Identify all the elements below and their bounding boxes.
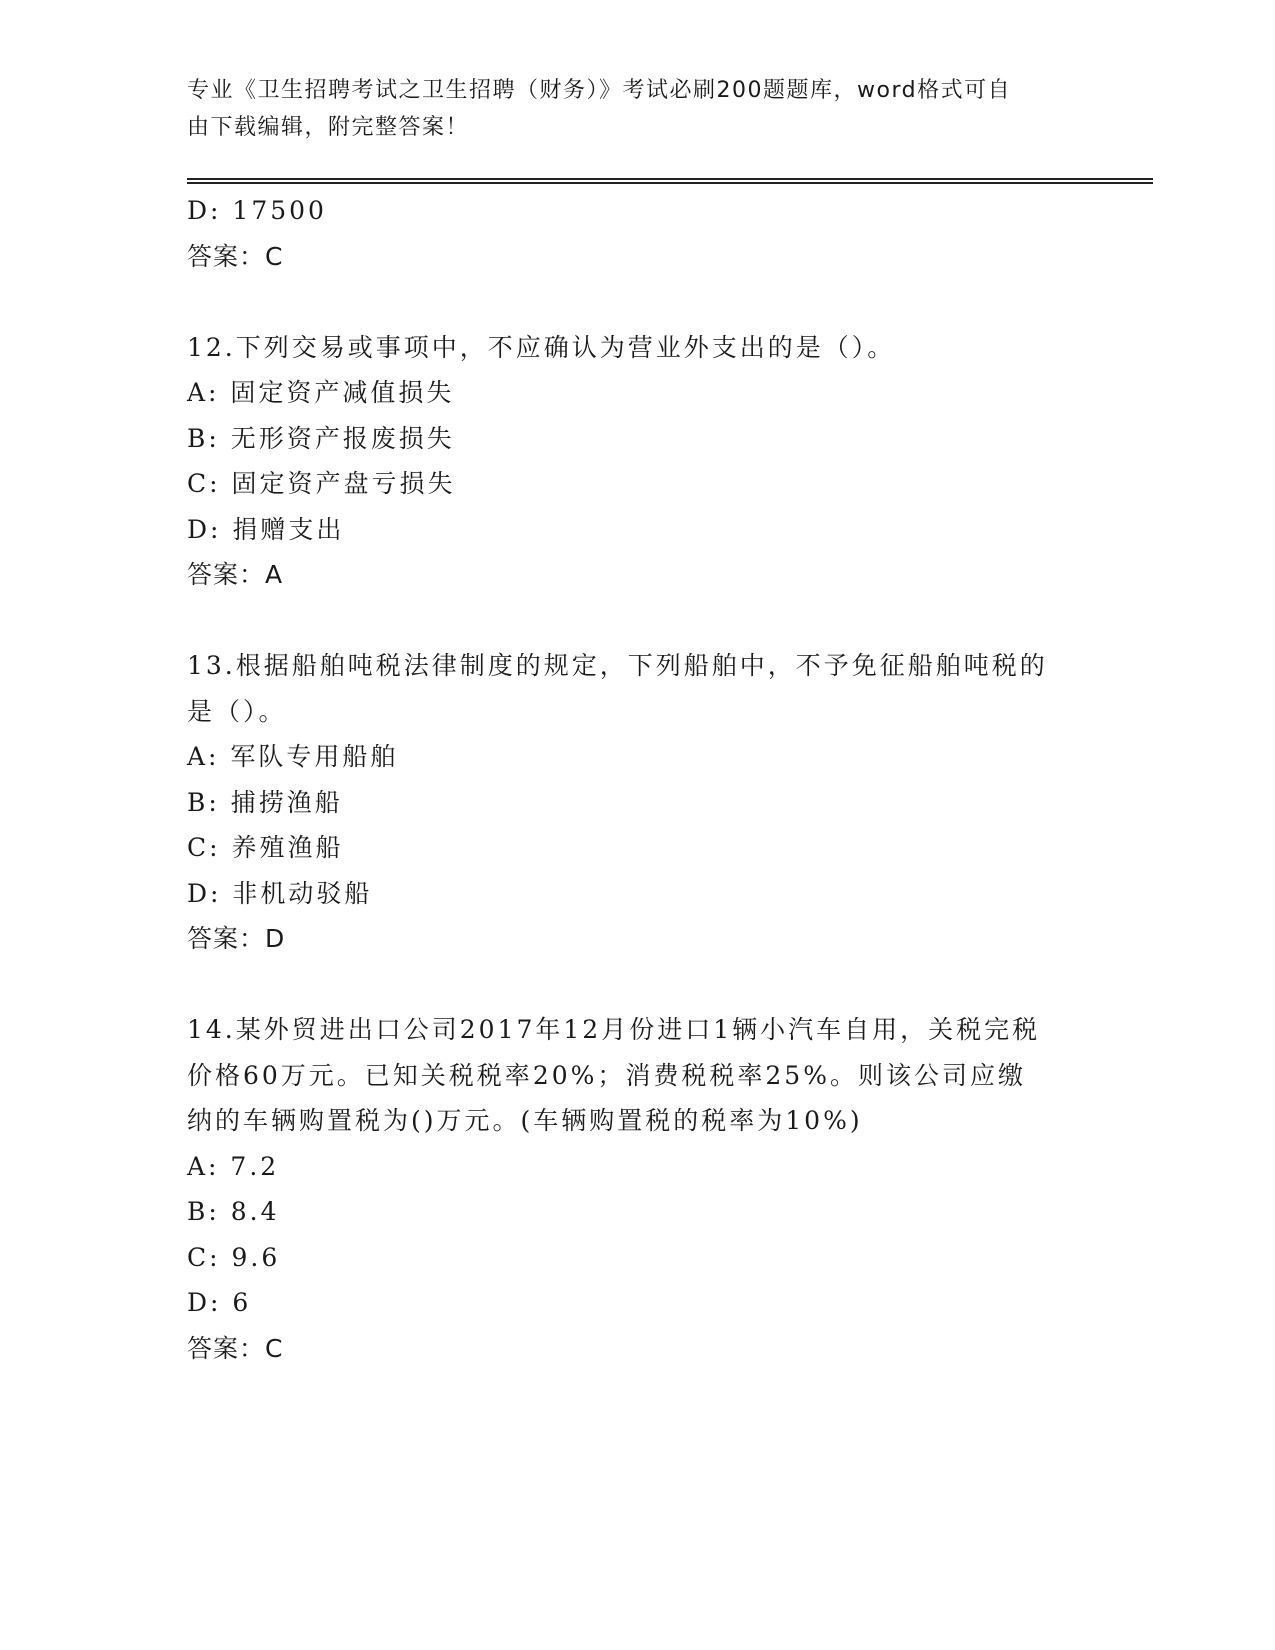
option-b: B: 捕捞渔船 [187, 787, 343, 817]
option-c: C: 固定资产盘亏损失 [187, 469, 456, 498]
document-body [187, 188, 1087, 1371]
spacer [187, 279, 1087, 325]
spacer [187, 598, 1087, 644]
option-b: B: 8.4 [187, 1197, 280, 1226]
option-a: A: 7.2 [187, 1151, 280, 1181]
option-b: B: 无形资产报废损失 [187, 423, 455, 453]
question-stem: 14.某外贸进出口公司2017年12月份进口1辆小汽车自用，关税完税 [187, 1015, 1041, 1044]
answer: 答案：C [187, 1333, 284, 1363]
question-14 [187, 1007, 1087, 1371]
question-12 [187, 325, 1087, 598]
option-c: C: 9.6 [187, 1242, 281, 1272]
header-rule-top [187, 178, 1153, 180]
header-line-2: 由下载编辑，附完整答案！ [187, 115, 470, 140]
question-stem: 12.下列交易或事项中，不应确认为营业外支出的是（）。 [187, 332, 896, 362]
spacer [187, 962, 1087, 1008]
prev-answer: 答案：C [187, 241, 284, 271]
option-d: D: 捐赠支出 [187, 514, 345, 544]
header-rule-bottom [187, 182, 1153, 184]
option-a: A: 军队专用船舶 [187, 742, 399, 771]
option-d: D: 非机动驳船 [187, 878, 373, 908]
question-13 [187, 643, 1087, 962]
question-stem: 是（）。 [187, 696, 287, 726]
document-header [187, 72, 1067, 146]
answer: 答案：A [187, 560, 284, 589]
question-stem: 13.根据船舶吨税法律制度的规定，下列船舶中，不予免征船舶吨税的 [187, 651, 1048, 680]
prev-option-d: D: 17500 [187, 196, 327, 225]
question-stem: 价格60万元。已知关税税率20%；消费税税率25%。则该公司应缴 [187, 1060, 1026, 1090]
option-d: D: 6 [187, 1288, 252, 1317]
option-c: C: 养殖渔船 [187, 833, 344, 862]
header-line-1: 专业《卫生招聘考试之卫生招聘（财务）》考试必刷200题题库，word格式可自 [187, 78, 1012, 103]
question-stem: 纳的车辆购置税为()万元。(车辆购置税的税率为10%) [187, 1106, 863, 1135]
answer: 答案：D [187, 924, 286, 953]
option-a: A: 固定资产减值损失 [187, 378, 455, 407]
